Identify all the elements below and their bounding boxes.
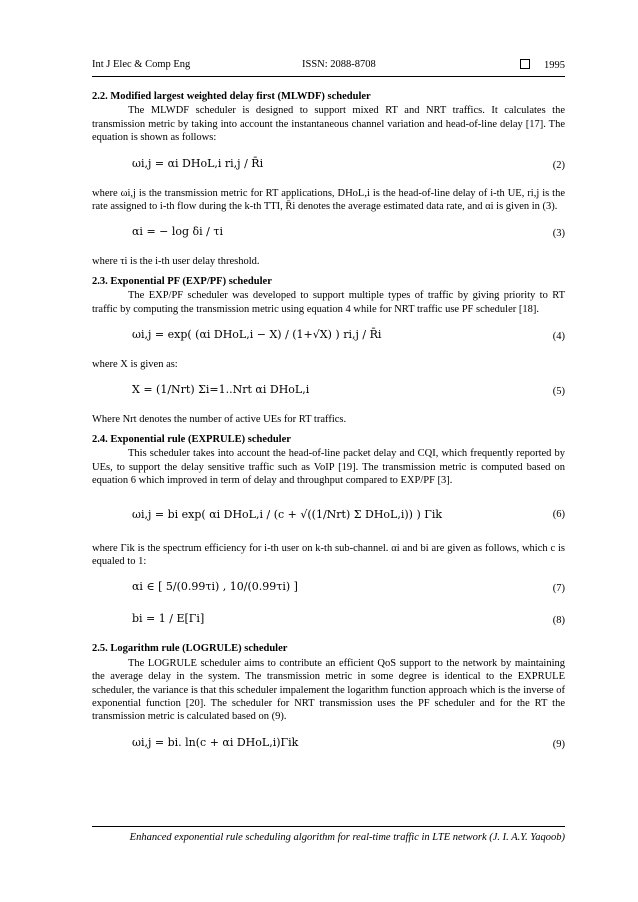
equation-6 [132,498,565,532]
section-heading-2-4: 2.4. Exponential rule (EXPRULE) scheduler [92,433,291,445]
equation-4 [132,326,565,348]
equation-number: (5) [552,386,565,398]
page-number: 1995 [544,60,565,71]
equation-number: (4) [552,331,565,343]
header-rule [92,76,565,77]
paragraph: where τi is the i-th user delay threshold. [92,256,260,268]
equation-body: ωi,j = αi DHoL,i ri,j / R̄i [132,156,264,170]
equation-body: X = (1/Nrt) Σi=1..Nrt αi DHoL,i [132,383,310,397]
paragraph: where Γik is the spectrum efficiency for i-th user on k-th sub-channel. αi and bi are given as follows, which c is equaled to 1: [92,542,565,567]
paragraph: The LOGRULE scheduler aims to contribute an efficient QoS support to the network by maintaining the average delay in the system. The transmission metric in some degree is identical to the EXPRULE scheduler, the variance is that this scheduler impalement the logarithm function approach which is the inverse of exponential function [20]. The scheduler for NRT transmission uses the PF scheduler and for the RT the transmission metric is calculated based on (9). [92,657,565,723]
equation-number: (6) [552,508,565,520]
equation-body: bi = 1 / E[Γi] [132,612,205,626]
equation-body: ωi,j = bi exp( αi DHoL,i / (c + √((1/Nrt) Σ DHoL,i)) ) Γik [132,507,443,521]
equation-number: (9) [552,738,565,750]
body-text [92,84,565,766]
equation-9 [132,734,565,756]
issn: ISSN: 2088-8708 [302,59,376,70]
equation-number: (2) [552,159,565,171]
equation-body: αi = − log δi / τi [132,225,223,239]
equation-2 [132,155,565,177]
equation-number: (3) [552,228,565,240]
paragraph: The MLWDF scheduler is designed to support mixed RT and NRT traffics. It calculates the transmission metric by taking into account the instantaneous channel variation and head-of-line delay [17]. The equation is shown as follows: [92,105,565,144]
paragraph: This scheduler takes into account the head-of-line packet delay and CQI, which frequently reported by UEs, to support the delay sensitive traffic such as VoIP [19]. The transmission metric is computed based on equation 6 which improved in term of delay and throughput compared to EXP/PF [3]. [92,448,565,487]
equation-body: ωi,j = exp( (αi DHoL,i − X) / (1+√X) ) ri,j / R̄i [132,328,382,342]
equation-body: αi ∈ [ 5/(0.99τi) , 10/(0.99τi) ] [132,580,298,594]
equation-number: (7) [552,583,565,595]
running-header [92,59,565,75]
section-heading-2-2: 2.2. Modified largest weighted delay first (MLWDF) scheduler [92,91,371,102]
equation-8 [132,610,565,632]
equation-7 [132,578,565,600]
checkbox-glyph-icon [520,59,530,69]
page-number-group [520,59,565,71]
journal-name: Int J Elec & Comp Eng [92,59,191,70]
paragraph: Where Nrt denotes the number of active UEs for RT traffics. [92,414,347,426]
paragraph: where ωi,j is the transmission metric for RT applications, DHoL,i is the head-of-line delay of i-th UE, ri,j is the rate assigned to i-th flow during the k-th TTI, R̄i denotes the average estimated data rate, and αi is given in (3). [92,187,565,213]
section-heading-2-3: 2.3. Exponential PF (EXP/PF) scheduler [92,275,272,287]
footer-rule [92,826,565,827]
equation-3 [132,223,565,245]
running-footer: Enhanced exponential rule scheduling algorithm for real-time traffic in LTE network (J. I. A.Y. Yaqoob) [129,832,565,843]
equation-5 [132,381,565,403]
section-heading-2-5: 2.5. Logarithm rule (LOGRULE) scheduler [92,643,288,655]
paragraph: The EXP/PF scheduler was developed to support multiple types of traffic by giving priority to RT traffic by computing the transmission metric using equation 4 while for NRT traffic use PF scheduler [18]. [92,290,565,315]
equation-number: (8) [552,615,565,627]
equation-body: ωi,j = bi. ln(c + αi DHoL,i)Γik [132,735,299,749]
paragraph: where X is given as: [92,359,178,371]
